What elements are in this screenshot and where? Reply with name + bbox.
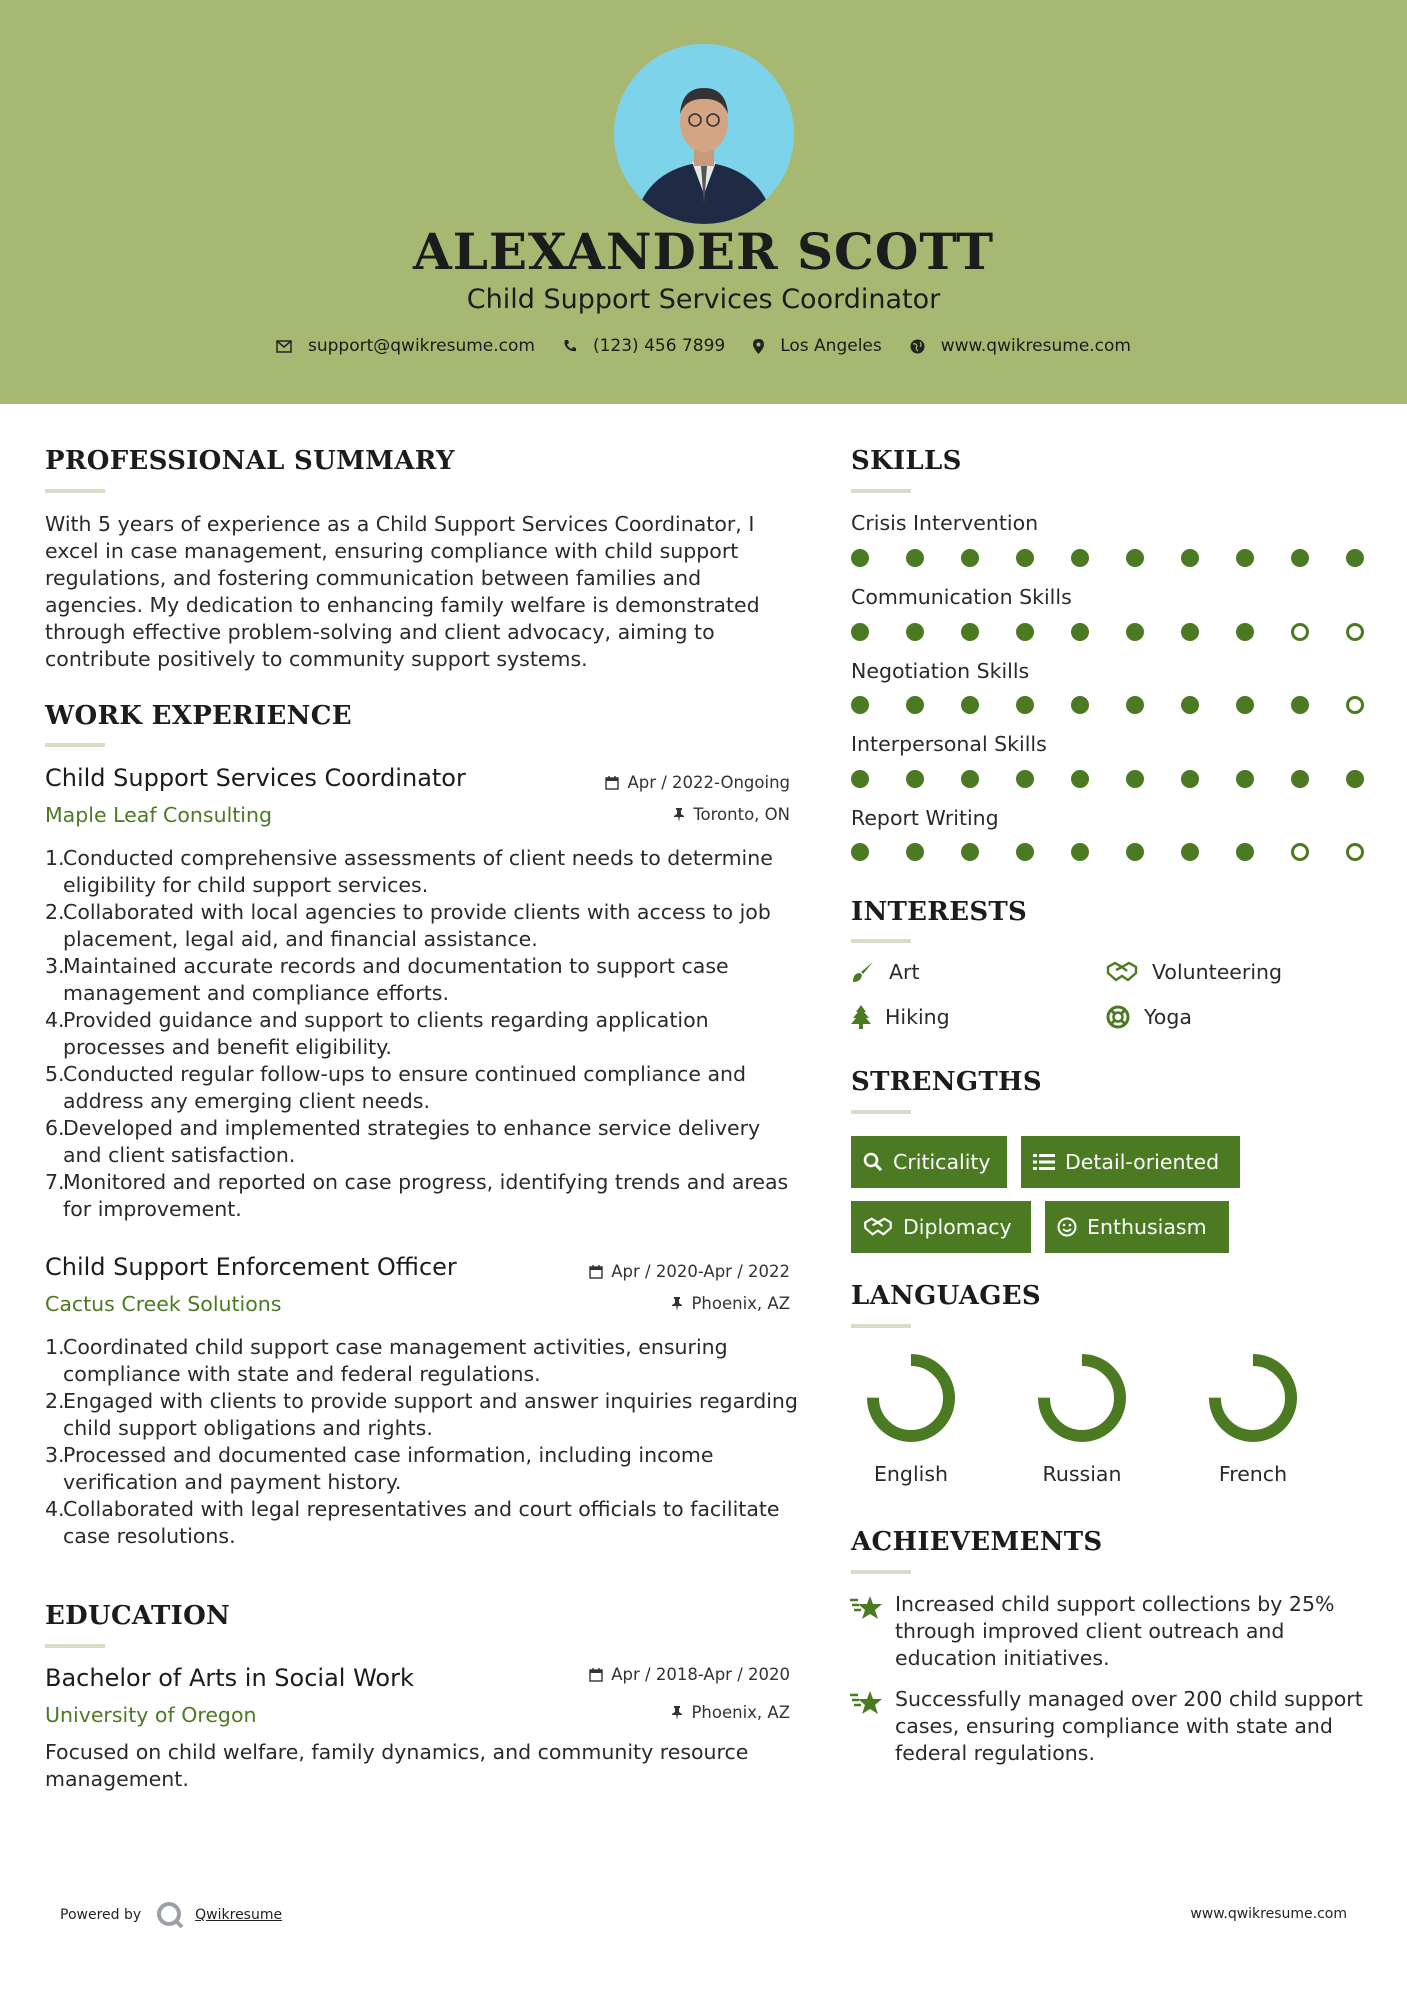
summary-text: With 5 years of experience as a Child Support Services Coordinator, I excel in case management, ensuring compliance with child support regulations, and fostering communication between families and agencies. My dedication to enhancing family welfare is demonstrated through effective problem-solving and client advocacy, aiming to contribute positively to community support systems. xyxy=(45,512,760,671)
list-item: 1. Coordinated child support case management activities, ensuring compliance with state and federal regulations. xyxy=(45,1335,728,1386)
rating-dot-filled xyxy=(851,770,869,788)
star-award-icon xyxy=(850,1594,884,1622)
skill-rating xyxy=(851,623,1364,641)
job-bullet-list xyxy=(45,1334,800,1550)
rating-dot-filled xyxy=(1016,696,1034,714)
list-item: 2. Collaborated with local agencies to provide clients with access to job placement, legal aid, and financial assistance. xyxy=(45,900,771,951)
job-location xyxy=(500,805,790,824)
candidate-title: Child Support Services Coordinator xyxy=(466,284,941,315)
language-proficiency-ring xyxy=(863,1350,959,1446)
education-dates-text: Apr / 2018-Apr / 2020 xyxy=(611,1665,790,1684)
paintbrush-icon xyxy=(851,960,875,984)
company-name: Cactus Creek Solutions xyxy=(45,1292,282,1316)
interest-item: Volunteering xyxy=(1106,960,1282,984)
job-location xyxy=(500,1294,790,1313)
rating-dot-filled xyxy=(1181,623,1199,641)
header-banner xyxy=(0,0,1407,404)
rating-dot-filled xyxy=(1071,770,1089,788)
tree-icon xyxy=(851,1005,871,1029)
achievement-item: Successfully managed over 200 child support cases, ensuring compliance with state and federal regulations. xyxy=(895,1687,1363,1765)
website-text: www.qwikresume.com xyxy=(940,336,1131,356)
star-award-icon xyxy=(850,1689,884,1717)
pin-icon xyxy=(673,808,685,822)
language-item xyxy=(846,1350,976,1486)
rating-dot-empty xyxy=(1291,843,1309,861)
list-icon xyxy=(1033,1153,1055,1171)
language-proficiency-ring xyxy=(1205,1350,1301,1446)
rating-dot-filled xyxy=(906,770,924,788)
languages-divider xyxy=(851,1324,911,1328)
job-dates xyxy=(500,773,790,792)
interest-item: Hiking xyxy=(851,1005,950,1029)
list-item: 6. Developed and implemented strategies to enhance service delivery and client satisfaction. xyxy=(45,1116,761,1167)
rating-dot-filled xyxy=(1126,549,1144,567)
list-item: 4. Collaborated with legal representatives and court officials to facilitate case resolutions. xyxy=(45,1497,780,1548)
skill-rating xyxy=(851,770,1364,788)
language-item xyxy=(1188,1350,1318,1486)
rating-dot-filled xyxy=(1291,770,1309,788)
rating-dot-filled xyxy=(1181,770,1199,788)
rating-dot-empty xyxy=(1291,623,1309,641)
rating-dot-filled xyxy=(1291,696,1309,714)
globe-icon xyxy=(910,339,925,354)
map-pin-icon xyxy=(753,339,764,354)
strengths-heading: STRENGTHS xyxy=(851,1067,1042,1097)
rating-dot-filled xyxy=(1181,696,1199,714)
pin-icon xyxy=(671,1706,683,1720)
rating-dot-empty xyxy=(1346,623,1364,641)
job-bullet-list xyxy=(45,845,800,1223)
rating-dot-empty xyxy=(1346,843,1364,861)
rating-dot-filled xyxy=(1071,623,1089,641)
rating-dot-filled xyxy=(1016,623,1034,641)
rating-dot-filled xyxy=(906,623,924,641)
skill-rating xyxy=(851,843,1364,861)
contact-location xyxy=(753,336,882,356)
rating-dot-filled xyxy=(1291,549,1309,567)
education-dates xyxy=(500,1665,790,1684)
lifebuoy-icon xyxy=(1106,1005,1130,1029)
strength-tag: Diplomacy xyxy=(851,1201,1031,1253)
email-text: support@qwikresume.com xyxy=(308,336,535,356)
interest-item: Yoga xyxy=(1106,1005,1192,1029)
rating-dot-filled xyxy=(851,549,869,567)
qwikresume-logo-icon xyxy=(155,1900,185,1930)
education-location-text: Phoenix, AZ xyxy=(691,1703,790,1722)
language-item xyxy=(1017,1350,1147,1486)
calendar-icon xyxy=(589,1668,603,1682)
rating-dot-filled xyxy=(1236,843,1254,861)
interests-divider xyxy=(851,939,911,943)
calendar-icon xyxy=(589,1265,603,1279)
skill-name: Report Writing xyxy=(851,806,999,830)
summary-divider xyxy=(45,489,105,493)
phone-icon xyxy=(563,339,577,353)
rating-dot-filled xyxy=(961,696,979,714)
rating-dot-filled xyxy=(906,843,924,861)
phone-text: (123) 456 7899 xyxy=(592,336,726,356)
rating-dot-filled xyxy=(1126,843,1144,861)
skill-name: Interpersonal Skills xyxy=(851,732,1047,756)
skill-rating xyxy=(851,696,1364,714)
rating-dot-filled xyxy=(1181,549,1199,567)
job-dates-text: Apr / 2020-Apr / 2022 xyxy=(611,1262,790,1281)
skills-heading: SKILLS xyxy=(851,446,962,476)
search-icon xyxy=(863,1152,883,1172)
rating-dot-filled xyxy=(1236,696,1254,714)
smile-icon xyxy=(1057,1217,1077,1237)
strengths-divider xyxy=(851,1110,911,1114)
school-name: University of Oregon xyxy=(45,1703,257,1727)
list-item: 3. Processed and documented case information, including income verification and payment history. xyxy=(45,1443,714,1494)
profile-photo xyxy=(614,44,794,224)
achievements-heading: ACHIEVEMENTS xyxy=(851,1527,1103,1557)
rating-dot-filled xyxy=(961,623,979,641)
rating-dot-filled xyxy=(1236,623,1254,641)
list-item: 5. Conducted regular follow-ups to ensure continued compliance and address any emerging client needs. xyxy=(45,1062,747,1113)
calendar-icon xyxy=(605,776,619,790)
rating-dot-filled xyxy=(1346,770,1364,788)
rating-dot-filled xyxy=(1016,770,1034,788)
skill-rating xyxy=(851,549,1364,567)
rating-dot-filled xyxy=(1071,696,1089,714)
contact-bar xyxy=(0,336,1407,356)
rating-dot-filled xyxy=(1181,843,1199,861)
powered-by-label: Powered by xyxy=(60,1907,142,1923)
list-item: 4. Provided guidance and support to clients regarding application processes and benefit eligibility. xyxy=(45,1008,709,1059)
contact-website[interactable] xyxy=(910,336,1131,356)
candidate-name: ALEXANDER SCOTT xyxy=(412,222,995,281)
rating-dot-filled xyxy=(961,770,979,788)
rating-dot-filled xyxy=(1236,549,1254,567)
language-name: Russian xyxy=(1042,1462,1122,1486)
rating-dot-filled xyxy=(906,549,924,567)
job-dates-text: Apr / 2022-Ongoing xyxy=(627,773,790,792)
strength-tag: Enthusiasm xyxy=(1045,1201,1229,1253)
rating-dot-filled xyxy=(1071,549,1089,567)
contact-phone[interactable] xyxy=(563,336,725,356)
footer-website[interactable]: www.qwikresume.com xyxy=(1190,1906,1347,1922)
achievements-divider xyxy=(851,1570,911,1574)
education-description: Focused on child welfare, family dynamics, and community resource management. xyxy=(45,1740,749,1791)
strength-tag: Criticality xyxy=(851,1136,1007,1188)
skills-divider xyxy=(851,489,911,493)
rating-dot-filled xyxy=(961,549,979,567)
skill-name: Negotiation Skills xyxy=(851,659,1030,683)
rating-dot-empty xyxy=(1346,696,1364,714)
interests-heading: INTERESTS xyxy=(851,897,1028,927)
skill-name: Crisis Intervention xyxy=(851,511,1039,535)
rating-dot-filled xyxy=(1236,770,1254,788)
skill-name: Communication Skills xyxy=(851,585,1072,609)
degree-title: Bachelor of Arts in Social Work xyxy=(45,1664,414,1692)
job-location-text: Toronto, ON xyxy=(693,805,790,824)
rating-dot-filled xyxy=(1016,843,1034,861)
brand-link[interactable]: Qwikresume xyxy=(195,1907,283,1923)
rating-dot-filled xyxy=(906,696,924,714)
rating-dot-filled xyxy=(1346,549,1364,567)
languages-heading: LANGUAGES xyxy=(851,1281,1041,1311)
summary-heading: PROFESSIONAL SUMMARY xyxy=(45,446,455,476)
list-item: 3. Maintained accurate records and documentation to support case management and compliance efforts. xyxy=(45,954,729,1005)
rating-dot-filled xyxy=(1126,770,1144,788)
rating-dot-filled xyxy=(1126,696,1144,714)
location-text: Los Angeles xyxy=(780,336,882,356)
rating-dot-filled xyxy=(851,623,869,641)
job-location-text: Phoenix, AZ xyxy=(691,1294,790,1313)
language-name: English xyxy=(873,1462,949,1486)
education-heading: EDUCATION xyxy=(45,1601,231,1631)
envelope-icon xyxy=(276,340,292,353)
education-location xyxy=(500,1703,790,1722)
job-title: Child Support Enforcement Officer xyxy=(45,1253,457,1281)
list-item: 7. Monitored and reported on case progress, identifying trends and areas for improvement. xyxy=(45,1170,789,1221)
rating-dot-filled xyxy=(1126,623,1144,641)
rating-dot-filled xyxy=(1016,549,1034,567)
list-item: 1. Conducted comprehensive assessments of client needs to determine eligibility for child support services. xyxy=(45,846,773,897)
pin-icon xyxy=(671,1297,683,1311)
job-dates xyxy=(500,1262,790,1281)
language-proficiency-ring xyxy=(1034,1350,1130,1446)
experience-heading: WORK EXPERIENCE xyxy=(45,701,352,731)
rating-dot-filled xyxy=(851,696,869,714)
handshake-icon xyxy=(1106,961,1138,983)
company-name: Maple Leaf Consulting xyxy=(45,803,273,827)
experience-divider xyxy=(45,743,105,747)
language-name: French xyxy=(1218,1462,1288,1486)
rating-dot-filled xyxy=(1071,843,1089,861)
contact-email[interactable] xyxy=(276,336,535,356)
achievement-item: Increased child support collections by 25% through improved client outreach and education initiatives. xyxy=(895,1592,1335,1670)
handshake-icon xyxy=(863,1217,893,1237)
rating-dot-filled xyxy=(851,843,869,861)
footer-powered-by xyxy=(60,1900,282,1930)
strength-tag: Detail-oriented xyxy=(1021,1136,1240,1188)
education-divider xyxy=(45,1644,105,1648)
interest-item: Art xyxy=(851,960,920,984)
rating-dot-filled xyxy=(961,843,979,861)
list-item: 2. Engaged with clients to provide support and answer inquiries regarding child support obligations and rights. xyxy=(45,1389,798,1440)
job-title: Child Support Services Coordinator xyxy=(45,764,466,792)
